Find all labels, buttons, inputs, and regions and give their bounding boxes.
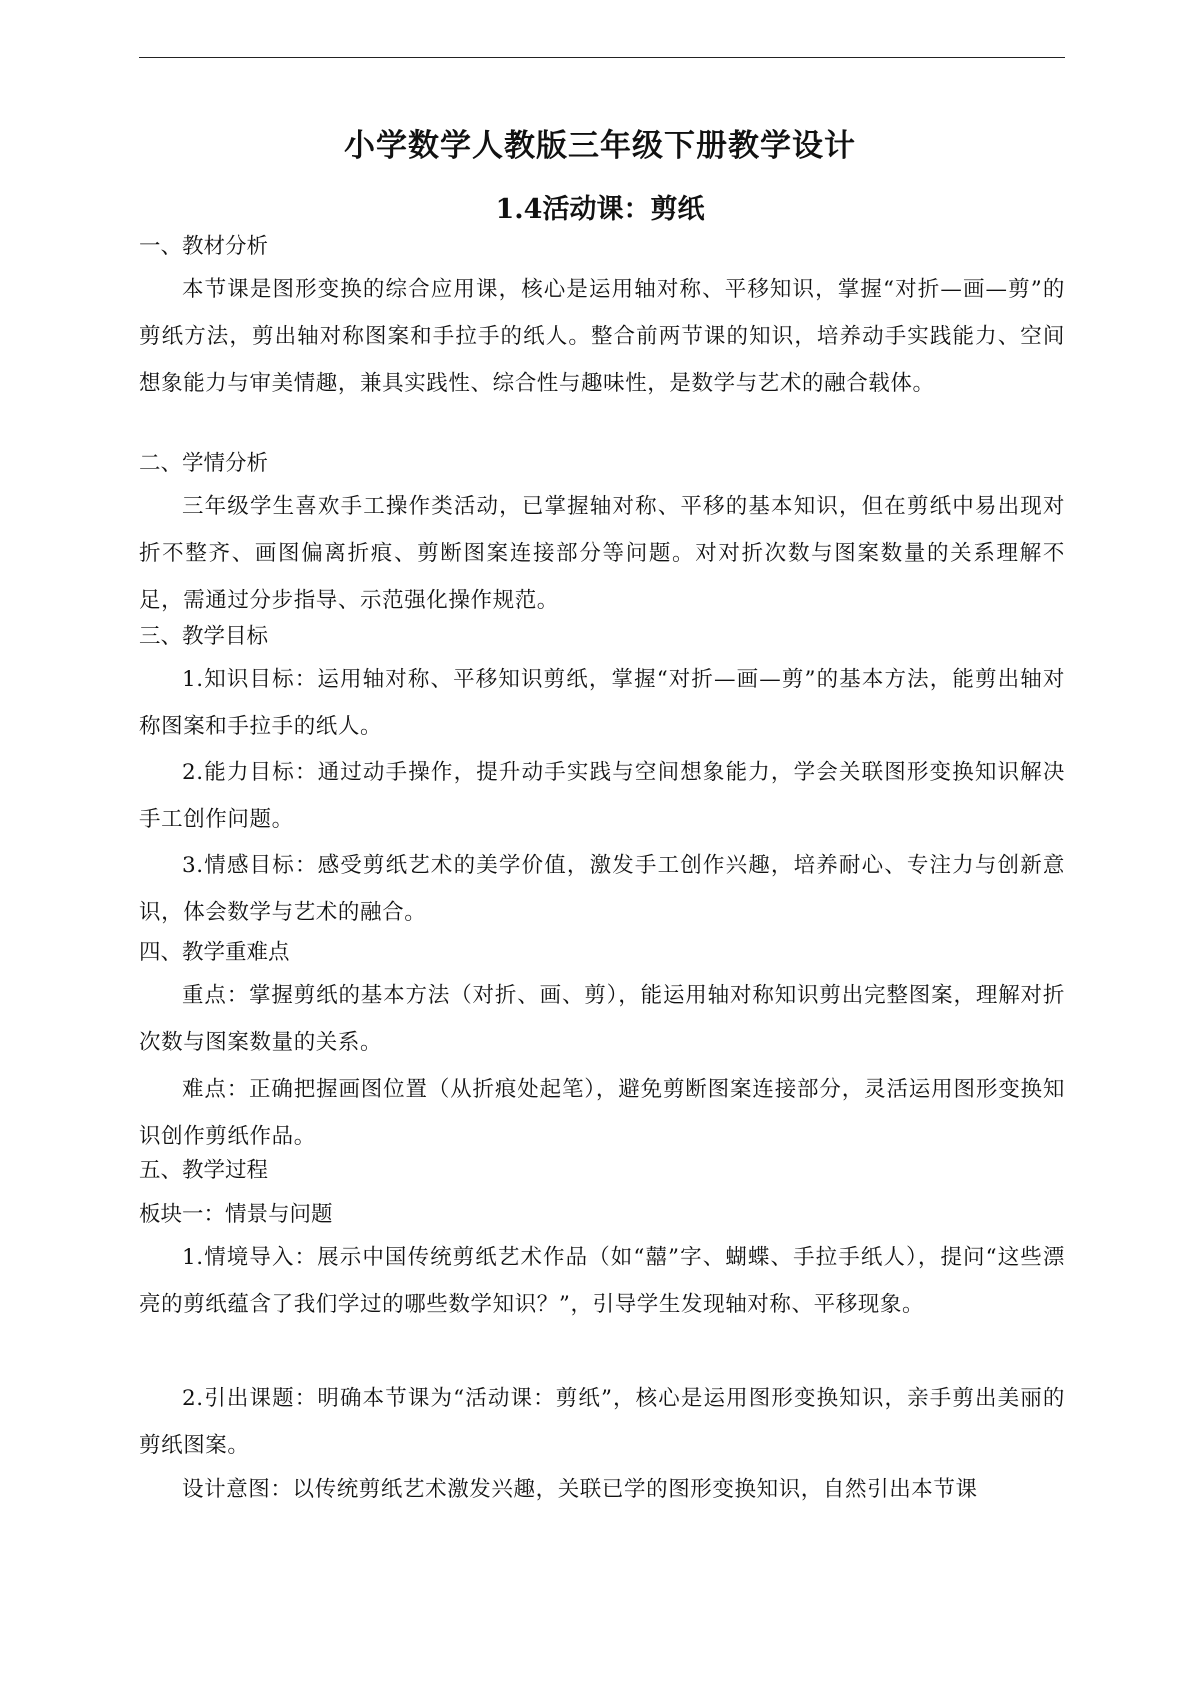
paragraph-difficult-point: 难点：正确把握画图位置（从折痕处起笔），避免剪断图案连接部分，灵活运用图形变换知识创作剪纸作品。 — [139, 1077, 1065, 1149]
paragraph-student-analysis: 三年级学生喜欢手工操作类活动，已掌握轴对称、平移的基本知识，但在剪纸中易出现对折不整齐、画图偏离折痕、剪断图案连接部分等问题。对对折次数与图案数量的关系理解不足，需通过分步指导、示范强化操作规范。 — [139, 494, 1065, 613]
section-heading-textbook-analysis: 一、教材分析 — [139, 234, 269, 259]
module-heading-scenario: 板块一：情景与问题 — [139, 1202, 333, 1227]
section-heading-key-points: 四、教学重难点 — [139, 940, 290, 965]
paragraph-knowledge-goal: 1.知识目标：运用轴对称、平移知识剪纸，掌握“对折—画—剪”的基本方法，能剪出轴对称图案和手拉手的纸人。 — [139, 667, 1065, 739]
paragraph-topic-intro: 2.引出课题：明确本节课为“活动课：剪纸”，核心是运用图形变换知识，亲手剪出美丽的剪纸图案。 — [139, 1386, 1065, 1458]
lesson-title: 1.4活动课：剪纸 — [495, 194, 705, 225]
paragraph-design-intent: 设计意图：以传统剪纸艺术激发兴趣，关联已学的图形变换知识，自然引出本节课 — [182, 1477, 978, 1502]
paragraph-key-point: 重点：掌握剪纸的基本方法（对折、画、剪），能运用轴对称知识剪出完整图案，理解对折次数与图案数量的关系。 — [139, 983, 1065, 1055]
paragraph-textbook-analysis: 本节课是图形变换的综合应用课，核心是运用轴对称、平移知识，掌握“对折—画—剪”的剪纸方法，剪出轴对称图案和手拉手的纸人。整合前两节课的知识，培养动手实践能力、空间想象能力与审美情趣，兼具实践性、综合性与趣味性，是数学与艺术的融合载体。 — [139, 277, 1065, 396]
paragraph-ability-goal: 2.能力目标：通过动手操作，提升动手实践与空间想象能力，学会关联图形变换知识解决手工创作问题。 — [139, 760, 1065, 832]
section-heading-teaching-goals: 三、教学目标 — [139, 624, 269, 649]
section-heading-teaching-process: 五、教学过程 — [139, 1158, 269, 1183]
header-rule — [139, 57, 1065, 58]
section-heading-student-analysis: 二、学情分析 — [139, 451, 269, 476]
paragraph-scenario-intro: 1.情境导入：展示中国传统剪纸艺术作品（如“囍”字、蝴蝶、手拉手纸人），提问“这些漂亮的剪纸蕴含了我们学过的哪些数学知识？”，引导学生发现轴对称、平移现象。 — [139, 1245, 1065, 1317]
paragraph-emotion-goal: 3.情感目标：感受剪纸艺术的美学价值，激发手工创作兴趣，培养耐心、专注力与创新意识，体会数学与艺术的融合。 — [139, 853, 1065, 925]
document-title: 小学数学人教版三年级下册教学设计 — [344, 128, 856, 164]
